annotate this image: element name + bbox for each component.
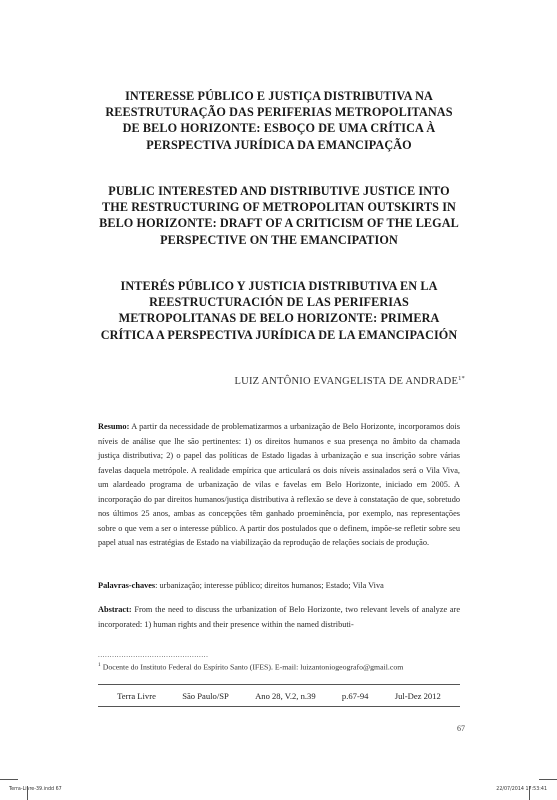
crop-mark-left: [0, 779, 18, 780]
journal-name: Terra Livre: [117, 690, 156, 701]
footnote: [98, 662, 468, 672]
abstract-text: From the need to discuss the urbanization of Belo Horizonte, two relevant levels of analyze are incorporated: 1) human rights and their presence within the named distributi-: [98, 605, 460, 629]
title-english: PUBLIC INTERESTED AND DISTRIBUTIVE JUSTICE INTO THE RESTRUCTURING OF METROPOLITAN OUTSKIRTS IN BELO HORIZONTE: DRAFT OF A CRITICISM OF THE LEGAL PERSPECTIVE ON THE EMANCIPATION: [99, 184, 459, 247]
page-number: 67: [457, 724, 465, 733]
journal-volume: Ano 28, V.2, n.39: [255, 690, 316, 701]
keywords-label: Palavras-chaves: [98, 581, 156, 590]
author-name: LUIZ ANTÔNIO EVANGELISTA DE ANDRADE: [234, 376, 459, 387]
footnote-text: Docente do Instituto Federal do Espírito Santo (IFES). E-mail: luizantoniogeografo@gmail.com: [102, 662, 404, 672]
crop-mark-right-bottom: [529, 786, 530, 800]
journal-citation-box: [98, 684, 460, 707]
print-file-info: Terra-Livre-39.indd 67: [9, 787, 62, 792]
resumo-paragraph: [98, 420, 460, 551]
abstract-paragraph: [98, 603, 460, 632]
author-line: [235, 376, 465, 387]
journal-pages: p.67-94: [341, 690, 369, 701]
journal-date: Jul-Dez 2012: [394, 690, 441, 701]
keywords-text: : urbanização; interesse público; direitos humanos; Estado; Vila Viva: [155, 581, 384, 590]
crop-mark-left-bottom: [27, 786, 28, 800]
footnote-separator: ...............................................: [98, 651, 209, 659]
abstract-label: Abstract:: [98, 605, 132, 614]
keywords-paragraph: [98, 579, 460, 593]
journal-place: São Paulo/SP: [182, 690, 229, 701]
print-timestamp: 22/07/2014 17:53:41: [496, 787, 547, 792]
author-footnote-marker: 1*: [458, 375, 465, 382]
crop-mark-right: [539, 779, 557, 780]
footnote-marker: 1: [98, 662, 101, 668]
title-portuguese: INTERESSE PÚBLICO E JUSTIÇA DISTRIBUTIVA NA REESTRUTURAÇÃO DAS PERIFERIAS METROPOLITANAS DE BELO HORIZONTE: ESBOÇO DE UMA CRÍTICA À PERSPECTIVA JURÍDICA DA EMANCIPAÇÃO: [105, 89, 453, 152]
resumo-label: Resumo:: [98, 422, 130, 431]
title-spanish: INTERÉS PÚBLICO Y JUSTICIA DISTRIBUTIVA EN LA REESTRUCTURACIÓN DE LAS PERIFERIAS METROPOLITANAS DE BELO HORIZONTE: PRIMERA CRÍTICA A PERSPECTIVA JURÍDICA DE LA EMANCIPACIÓN: [100, 279, 458, 342]
resumo-text: A partir da necessidade de problematizarmos a urbanização de Belo Horizonte, incorporamos dois níveis de análise que lhe são pertinentes: 1) os direitos humanos e sua presença no âmbito da chamada justiça distributiva; 2) o papel das políticas de Estado ligadas à urbanização e sua inscrição sobre várias favelas daquela metrópole. A realidade empírica que articulará os dois níveis assinalados será o Vila Viva, um alardeado programa de urbanização de vilas e favelas em Belo Horizonte, iniciado em 2005. A incorporação do par direitos humanos/justiça distributiva à reflexão se deve à constatação de que, sobretudo nos últimos 25 anos, ambas as concepções têm ganhado proeminência, por exemplo, nas representações sobre o que vem a ser o interesse público. A partir dos postulados que o definem, impõe-se refletir sobre seu papel atual nas estratégias de Estado na viabilização da reprodução de relações sociais de produção.: [98, 422, 460, 547]
